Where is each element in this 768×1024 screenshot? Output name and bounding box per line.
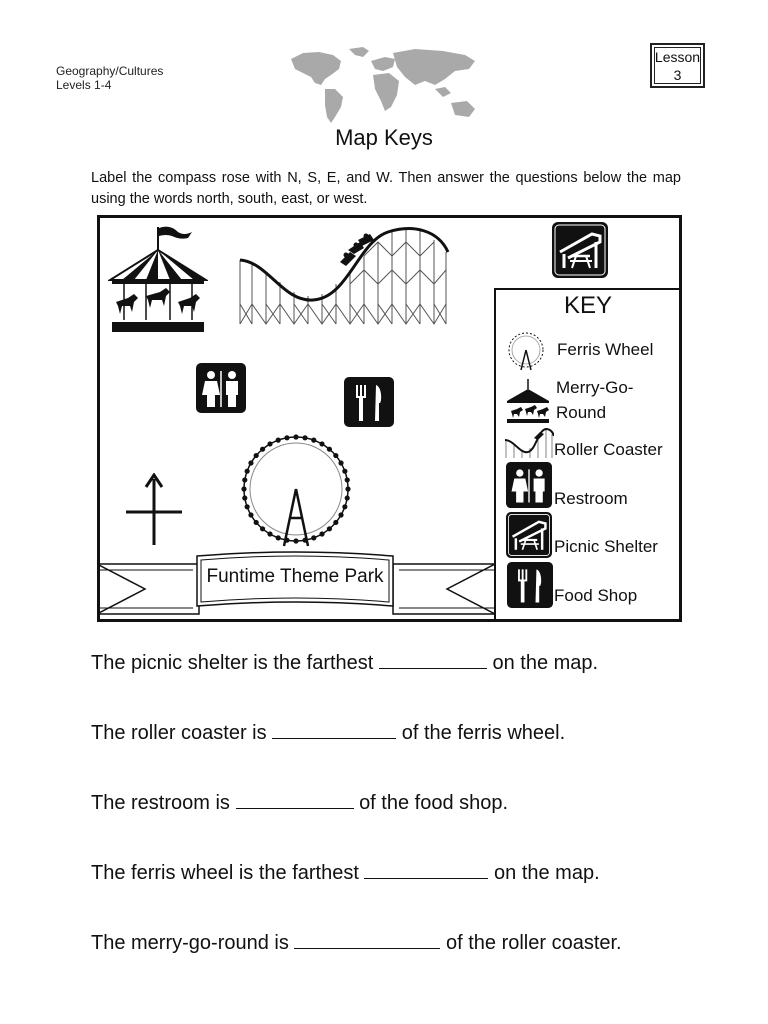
ferris-wheel-gondola (311, 535, 316, 540)
ferris-wheel-gondola (333, 520, 338, 525)
key-label-ferris-wheel: Ferris Wheel (557, 340, 654, 359)
key-label-restroom: Restroom (554, 489, 628, 508)
ferris-wheel-icon (236, 432, 356, 552)
ferris-wheel-gondola (248, 512, 253, 517)
key-picnic-shelter-icon (506, 512, 552, 558)
answer-blank-3[interactable] (236, 792, 354, 809)
key-food-shop-icon (507, 562, 553, 608)
ferris-wheel-gondola (327, 447, 332, 452)
ferris-wheel-gondola (284, 435, 289, 440)
key-label-roller-coaster: Roller Coaster (554, 440, 663, 459)
ferris-wheel-gondola (241, 486, 246, 491)
ferris-wheel-gondola (260, 526, 265, 531)
question-3-text: The restroom is (91, 792, 230, 814)
ferris-wheel-gondola (276, 438, 281, 443)
ferris-wheel-gondola (327, 526, 332, 531)
picnic-shelter-icon (552, 222, 608, 278)
key-label-food-shop: Food Shop (554, 586, 638, 605)
question-4-text: The ferris wheel is the farthest (91, 862, 359, 884)
ferris-wheel-gondola (254, 520, 259, 525)
answer-blank-5[interactable] (294, 932, 440, 949)
ferris-wheel-gondola (319, 531, 324, 536)
question-2-suffix: of the ferris wheel. (401, 722, 566, 744)
subject-label: Geography/Cultures (56, 64, 164, 78)
instructions: Label the compass rose with N, S, E, and W. Then answer the questions below the map using the words north, south, east, or west. (91, 170, 681, 207)
ferris-wheel-gondola (254, 453, 259, 458)
ferris-wheel-gondola (293, 434, 298, 439)
compass-rose-icon (124, 473, 184, 547)
ferris-wheel-gondola (345, 477, 350, 482)
question-1 (91, 652, 598, 675)
answer-blank-1[interactable] (379, 652, 487, 669)
question-1-suffix: on the map. (492, 652, 599, 674)
ferris-wheel-gondola (242, 495, 247, 500)
key-title: KEY (563, 292, 613, 319)
ferris-wheel-gondola (333, 453, 338, 458)
lesson-number: 3 (673, 67, 682, 83)
question-2-text: The roller coaster is (91, 722, 267, 744)
question-5-suffix: of the roller coaster. (445, 932, 622, 954)
ferris-wheel-gondola (245, 469, 250, 474)
question-3 (91, 792, 508, 815)
park-name: Funtime Theme Park (206, 566, 384, 587)
world-map-icon (285, 45, 485, 125)
ferris-wheel-gondola (302, 435, 307, 440)
merry-go-round-icon (108, 222, 208, 337)
ferris-wheel-gondola (248, 460, 253, 465)
key-ferris-wheel-icon (506, 330, 546, 372)
question-1-text: The picnic shelter is the farthest (91, 652, 374, 674)
ferris-wheel-gondola (242, 477, 247, 482)
key-label-picnic-shelter: Picnic Shelter (554, 537, 658, 556)
question-4-suffix: on the map. (494, 862, 600, 884)
page-title: Map Keys (335, 125, 433, 150)
question-5-text: The merry-go-round is (91, 932, 289, 954)
ferris-wheel-gondola (345, 486, 350, 491)
ferris-wheel-gondola (338, 512, 343, 517)
question-3-suffix: of the food shop. (359, 792, 509, 814)
levels-label: Levels 1-4 (56, 78, 112, 92)
lesson-badge (650, 43, 705, 88)
key-restroom-icon (506, 462, 552, 508)
ferris-wheel-gondola (293, 538, 298, 543)
ferris-wheel-gondola (260, 447, 265, 452)
key-label-merry-go-round-2: Round (556, 403, 607, 422)
ferris-wheel-gondola (338, 460, 343, 465)
ferris-wheel-gondola (245, 504, 250, 509)
key-roller-coaster-icon (504, 426, 554, 458)
ferris-wheel-gondola (302, 538, 307, 543)
ferris-wheel-gondola (311, 438, 316, 443)
ferris-wheel-gondola (342, 469, 347, 474)
ferris-wheel-gondola (276, 535, 281, 540)
food-shop-icon (344, 377, 394, 427)
lesson-label: Lesson (654, 49, 701, 65)
ferris-wheel-gondola (284, 538, 289, 543)
key-label-merry-go-round-1: Merry-Go- (556, 378, 634, 397)
ferris-wheel-gondola (342, 504, 347, 509)
question-5 (91, 932, 622, 955)
question-4 (91, 862, 600, 885)
ferris-wheel-gondola (319, 441, 324, 446)
question-2 (91, 722, 565, 745)
restroom-icon (196, 363, 246, 413)
ferris-wheel-gondola (267, 531, 272, 536)
answer-blank-2[interactable] (272, 722, 396, 739)
ferris-wheel-gondola (345, 495, 350, 500)
ferris-wheel-gondola (267, 441, 272, 446)
roller-coaster-icon (238, 222, 450, 327)
answer-blank-4[interactable] (364, 862, 488, 879)
key-merry-go-round-icon (505, 377, 551, 423)
